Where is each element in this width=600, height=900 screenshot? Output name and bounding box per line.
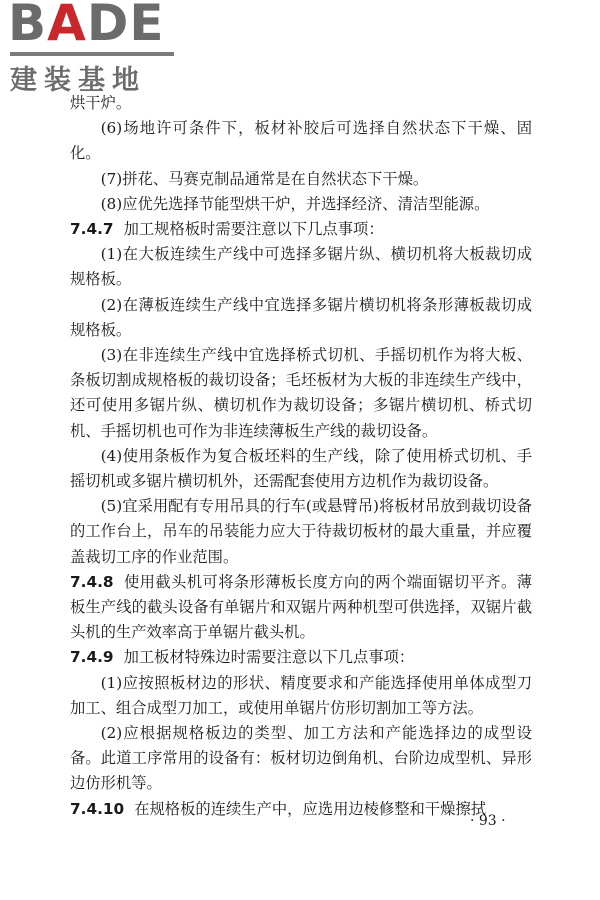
paragraph-747-item-5: (5)宜采用配有专用吊具的行车(或悬臂吊)将板材吊放到裁切设备的工作台上，吊车的吊装能力应大于待裁切板材的最大重量，并应覆盖裁切工序的作业范围。 [70, 497, 532, 566]
paragraph-749-item-1: (1)应按照板材边的形状、精度要求和产能选择使用单体成型刀加工、组合成型刀加工，或使用单锯片仿形切割加工等方法。 [70, 673, 532, 717]
section-text: 加工板材特殊边时需要注意以下几点事项： [123, 648, 415, 667]
paragraph-747-item-3: (3)在非连续生产线中宜选择桥式切机、手摇切机作为将大板、条板切割成规格板的裁切设备；毛坯板材为大板的非连续生产线中，还可使用多锯片纵、横切机作为裁切设备；多锯片横切机、桥式切机、手摇切机也可作为非连续薄板生产线的裁切设备。 [70, 346, 532, 440]
logo-wordmark [8, 0, 165, 52]
section-7-4-7 [70, 217, 532, 242]
logo-underline [10, 52, 174, 56]
section-number: 7.4.8 [70, 572, 114, 591]
section-text: 使用截头机可将条形薄板长度方向的两个端面锯切平齐。薄板生产线的截头设备有单锯片和双锯片两种机型可供选择，双锯片截头机的生产效率高于单锯片截头机。 [70, 572, 532, 642]
paragraph-747-item-1: (1)在大板连续生产线中可选择多锯片纵、横切机将大板裁切成规格板。 [70, 245, 532, 289]
paragraph-continued: 烘干炉。 [70, 94, 132, 112]
section-7-4-8 [70, 570, 532, 646]
logo-subtitle: 建装基地 [10, 65, 146, 96]
logo-letter-a: A [47, 0, 87, 52]
section-text: 加工规格板时需要注意以下几点事项： [123, 220, 384, 239]
logo-letter-b: B [8, 0, 48, 52]
paragraph-item-6: (6)场地许可条件下，板材补胶后可选择自然状态下干燥、固化。 [70, 119, 532, 163]
paragraph-item-8: (8)应优先选择节能型烘干炉，并选择经济、清洁型能源。 [100, 194, 490, 213]
bade-logo [8, 0, 178, 96]
section-7-4-10 [70, 797, 532, 822]
paragraph-item-7: (7)拼花、马赛克制品通常是在自然状态下干燥。 [100, 169, 429, 188]
document-body [70, 91, 532, 822]
section-7-4-9 [70, 645, 532, 670]
logo-letters-de: DE [86, 0, 165, 52]
paragraph-749-item-2: (2)应根据规格板边的类型、加工方法和产能选择边的成型设备。此道工序常用的设备有：板材切边倒角机、台阶边成型机、异形边仿形机等。 [70, 724, 532, 793]
paragraph-747-item-2: (2)在薄板连续生产线中宜选择多锯片横切机将条形薄板裁切成规格板。 [70, 295, 532, 339]
section-number: 7.4.7 [70, 220, 114, 239]
section-number: 7.4.9 [70, 648, 114, 667]
page-number: · 93 · [470, 813, 506, 829]
paragraph-747-item-4: (4)使用条板作为复合板坯料的生产线，除了使用桥式切机、手摇切机或多锯片横切机外，还需配套使用方边机作为裁切设备。 [70, 446, 532, 491]
section-number: 7.4.10 [70, 799, 125, 818]
section-text: 在规格板的连续生产中，应选用边棱修整和干燥擦拭 [134, 799, 487, 818]
